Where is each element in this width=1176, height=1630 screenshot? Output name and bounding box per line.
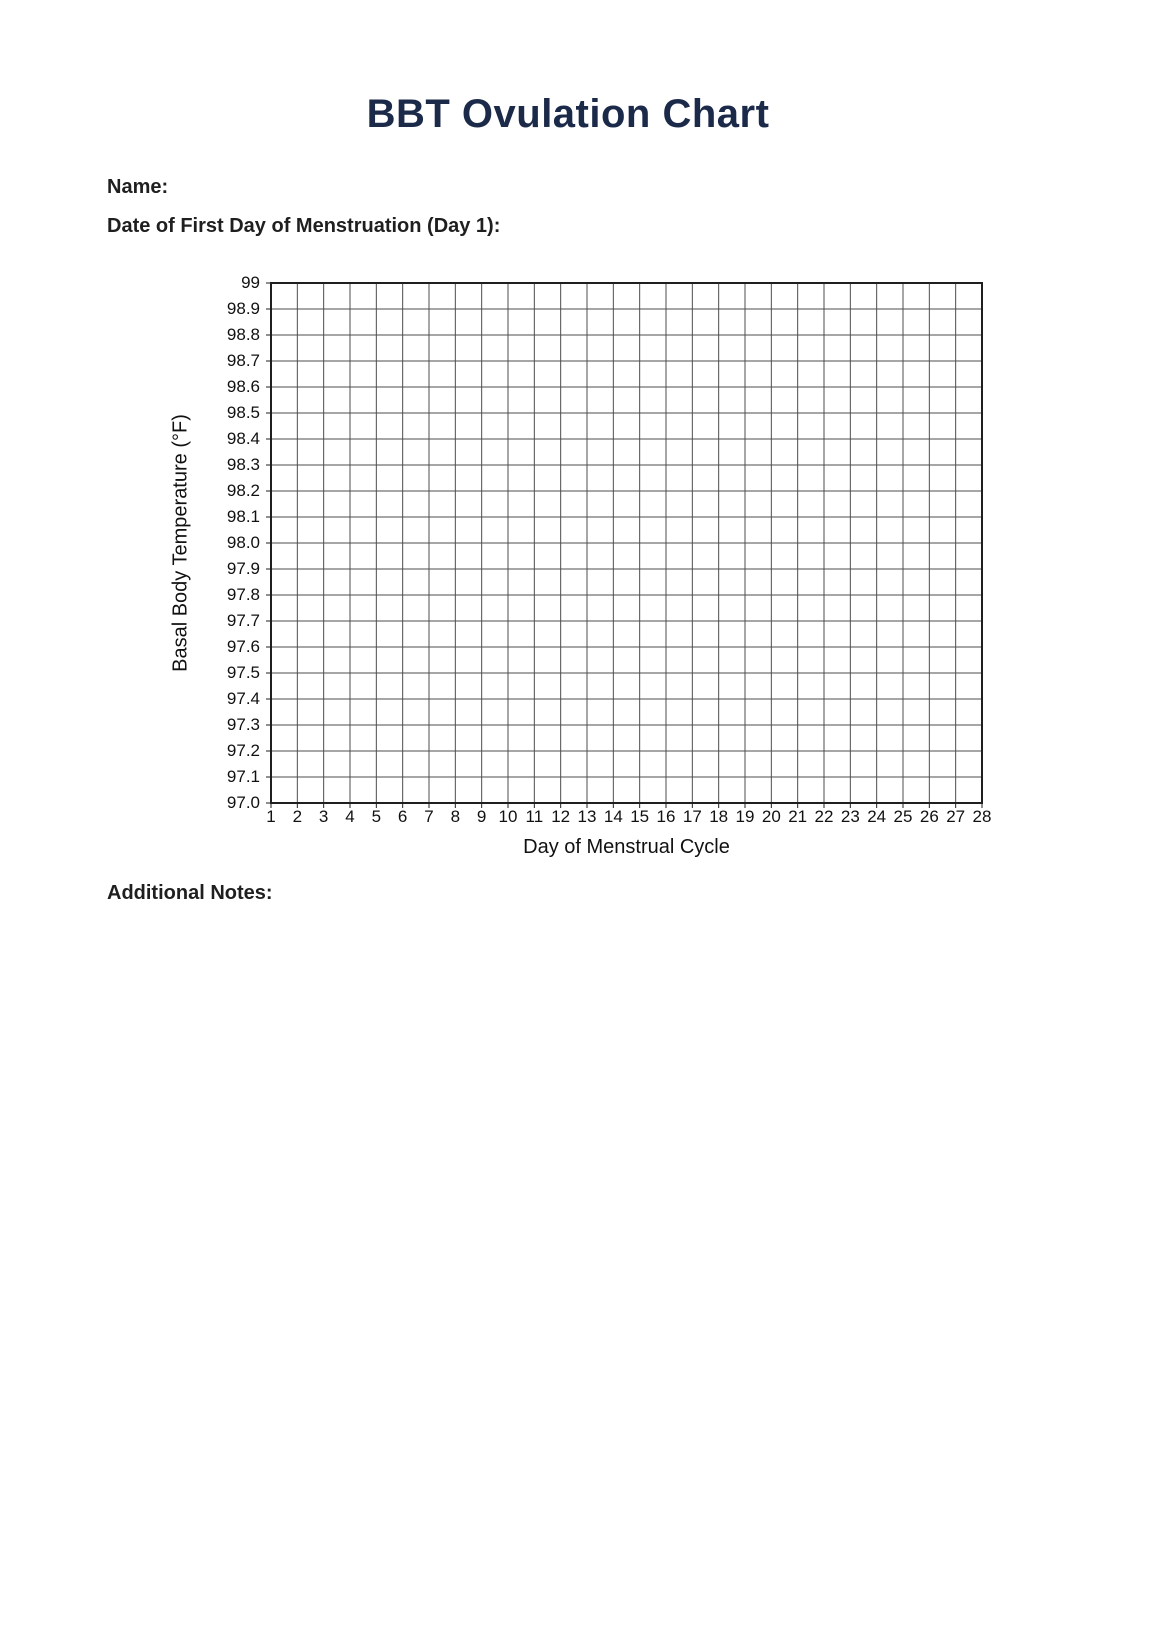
x-tick-label: 14 <box>603 807 623 826</box>
x-tick-label: 24 <box>867 807 887 826</box>
y-tick-label: 98.4 <box>226 429 260 448</box>
x-tick-label: 21 <box>788 807 808 826</box>
y-tick-label: 98.8 <box>226 325 260 344</box>
y-tick-label: 97.0 <box>226 793 260 812</box>
x-tick-label: 23 <box>840 807 860 826</box>
name-field-label: Name: <box>107 176 169 198</box>
x-tick-label: 10 <box>498 807 518 826</box>
date-field-label: Date of First Day of Menstruation (Day 1): <box>107 215 501 237</box>
y-tick-label: 97.7 <box>226 611 260 630</box>
y-tick-label: 98.5 <box>226 403 260 422</box>
x-tick-label: 22 <box>814 807 834 826</box>
x-tick-label: 1 <box>266 807 276 826</box>
y-tick-label: 98.7 <box>226 351 260 370</box>
x-tick-label: 17 <box>682 807 702 826</box>
y-tick-label: 97.4 <box>226 689 260 708</box>
x-tick-label: 6 <box>397 807 408 826</box>
y-tick-label: 98.3 <box>226 455 260 474</box>
y-tick-label: 97.6 <box>226 637 260 656</box>
y-tick-label: 97.1 <box>226 767 260 786</box>
x-tick-label: 28 <box>972 807 992 826</box>
y-tick-label: 97.2 <box>226 741 260 760</box>
x-axis-title: Day of Menstrual Cycle <box>523 836 730 858</box>
y-tick-label: 98.6 <box>226 377 260 396</box>
y-tick-label: 98.9 <box>226 299 260 318</box>
y-tick-label: 98.2 <box>226 481 260 500</box>
x-tick-label: 2 <box>292 807 303 826</box>
x-tick-label: 3 <box>318 807 329 826</box>
x-tick-label: 27 <box>946 807 966 826</box>
x-tick-label: 25 <box>893 807 913 826</box>
y-tick-label: 98.1 <box>226 507 260 526</box>
y-tick-label: 97.8 <box>226 585 260 604</box>
x-tick-label: 4 <box>345 807 355 826</box>
y-tick-label: 99 <box>241 273 260 292</box>
y-axis-title: Basal Body Temperature (°F) <box>169 414 192 672</box>
x-tick-label: 15 <box>630 807 650 826</box>
x-tick-label: 13 <box>577 807 597 826</box>
y-tick-label: 97.3 <box>226 715 260 734</box>
x-tick-label: 19 <box>735 807 755 826</box>
x-tick-label: 20 <box>761 807 781 826</box>
x-tick-label: 11 <box>525 807 544 826</box>
x-tick-label: 26 <box>919 807 939 826</box>
page-title: BBT Ovulation Chart <box>366 92 770 136</box>
x-tick-label: 5 <box>371 807 382 826</box>
additional-notes-label: Additional Notes: <box>107 882 273 904</box>
y-tick-label: 97.9 <box>226 559 260 578</box>
x-tick-label: 16 <box>656 807 676 826</box>
y-tick-label: 97.5 <box>226 663 260 682</box>
y-tick-label: 98.0 <box>226 533 260 552</box>
x-tick-label: 12 <box>551 807 571 826</box>
x-tick-label: 9 <box>476 807 487 826</box>
x-tick-label: 7 <box>424 807 434 826</box>
x-tick-label: 18 <box>709 807 729 826</box>
x-tick-label: 8 <box>450 807 461 826</box>
